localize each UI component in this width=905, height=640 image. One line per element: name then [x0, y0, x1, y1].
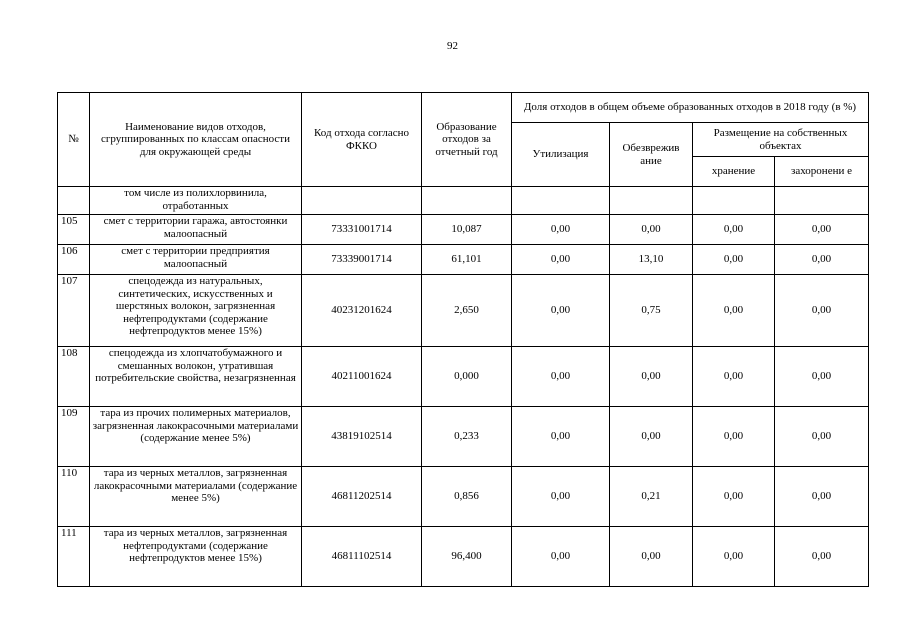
row-generated: 0,856: [422, 467, 512, 527]
row-neutralization: 0,00: [610, 407, 693, 467]
row-utilization: 0,00: [512, 275, 610, 347]
row-name: том числе из полихлорвинила, отработанных: [90, 187, 302, 215]
row-storage: 0,00: [693, 215, 775, 245]
row-neutralization: 13,10: [610, 245, 693, 275]
row-code: [302, 187, 422, 215]
row-name: тара из черных металлов, загрязненная нефтепродуктами (содержание нефтепродуктов менее 15%): [90, 527, 302, 587]
row-generated: 0,000: [422, 347, 512, 407]
row-generated: 96,400: [422, 527, 512, 587]
row-code: 43819102514: [302, 407, 422, 467]
table-row: [58, 407, 869, 467]
row-num: 106: [58, 245, 90, 275]
header-num: №: [58, 93, 90, 187]
row-storage: [693, 187, 775, 215]
header-storage: хранение: [693, 157, 775, 187]
row-storage: 0,00: [693, 347, 775, 407]
table-row: [58, 275, 869, 347]
row-num: 110: [58, 467, 90, 527]
row-burial: 0,00: [775, 527, 869, 587]
header-generated: Образование отходов за отчетный год: [422, 93, 512, 187]
row-neutralization: 0,75: [610, 275, 693, 347]
row-burial: 0,00: [775, 245, 869, 275]
row-num: 107: [58, 275, 90, 347]
header-code: Код отхода согласно ФККО: [302, 93, 422, 187]
header-neutralization: Обезврежив ание: [610, 123, 693, 187]
row-neutralization: 0,00: [610, 527, 693, 587]
row-neutralization: 0,00: [610, 347, 693, 407]
table-row: [58, 467, 869, 527]
row-utilization: 0,00: [512, 215, 610, 245]
row-code: 73339001714: [302, 245, 422, 275]
row-generated: 2,650: [422, 275, 512, 347]
row-code: 46811102514: [302, 527, 422, 587]
row-neutralization: 0,00: [610, 215, 693, 245]
header-share-group: Доля отходов в общем объеме образованных отходов в 2018 году (в %): [512, 93, 869, 123]
table-row: [58, 347, 869, 407]
row-burial: 0,00: [775, 467, 869, 527]
table-row: [58, 215, 869, 245]
row-burial: 0,00: [775, 275, 869, 347]
row-utilization: [512, 187, 610, 215]
row-name: тара из черных металлов, загрязненная лакокрасочными материалами (содержание менее 5%): [90, 467, 302, 527]
row-name: смет с территории предприятия малоопасный: [90, 245, 302, 275]
row-storage: 0,00: [693, 245, 775, 275]
header-burial: захоронени е: [775, 157, 869, 187]
row-num: 105: [58, 215, 90, 245]
row-utilization: 0,00: [512, 527, 610, 587]
row-burial: 0,00: [775, 215, 869, 245]
row-num: 108: [58, 347, 90, 407]
row-utilization: 0,00: [512, 407, 610, 467]
header-name: Наименование видов отходов, сгруппированных по классам опасности для окружающей среды: [90, 93, 302, 187]
row-code: 46811202514: [302, 467, 422, 527]
row-name: спецодежда из хлопчатобумажного и смешанных волокон, утратившая потребительские свойства, незагрязненная: [90, 347, 302, 407]
row-name: смет с территории гаража, автостоянки малоопасный: [90, 215, 302, 245]
row-burial: 0,00: [775, 407, 869, 467]
row-burial: [775, 187, 869, 215]
table-row: [58, 527, 869, 587]
table-row: [58, 187, 869, 215]
row-name: спецодежда из натуральных, синтетических, искусственных и шерстяных волокон, загрязненная нефтепродуктами (содержание нефтепродуктов менее 15%): [90, 275, 302, 347]
row-utilization: 0,00: [512, 467, 610, 527]
row-generated: 0,233: [422, 407, 512, 467]
header-placement-group: Размещение на собственных объектах: [693, 123, 869, 157]
row-generated: 10,087: [422, 215, 512, 245]
row-code: 40211001624: [302, 347, 422, 407]
row-num: [58, 187, 90, 215]
row-utilization: 0,00: [512, 245, 610, 275]
waste-table: [57, 92, 869, 587]
table-row: [58, 245, 869, 275]
row-utilization: 0,00: [512, 347, 610, 407]
row-storage: 0,00: [693, 407, 775, 467]
row-neutralization: 0,21: [610, 467, 693, 527]
page-number: 92: [447, 40, 458, 52]
row-generated: [422, 187, 512, 215]
row-storage: 0,00: [693, 467, 775, 527]
row-num: 109: [58, 407, 90, 467]
row-num: 111: [58, 527, 90, 587]
row-burial: 0,00: [775, 347, 869, 407]
row-neutralization: [610, 187, 693, 215]
row-storage: 0,00: [693, 275, 775, 347]
header-utilization: Утилизация: [512, 123, 610, 187]
row-storage: 0,00: [693, 527, 775, 587]
row-code: 40231201624: [302, 275, 422, 347]
row-name: тара из прочих полимерных материалов, загрязненная лакокрасочными материалами (содержание менее 5%): [90, 407, 302, 467]
row-generated: 61,101: [422, 245, 512, 275]
row-code: 73331001714: [302, 215, 422, 245]
